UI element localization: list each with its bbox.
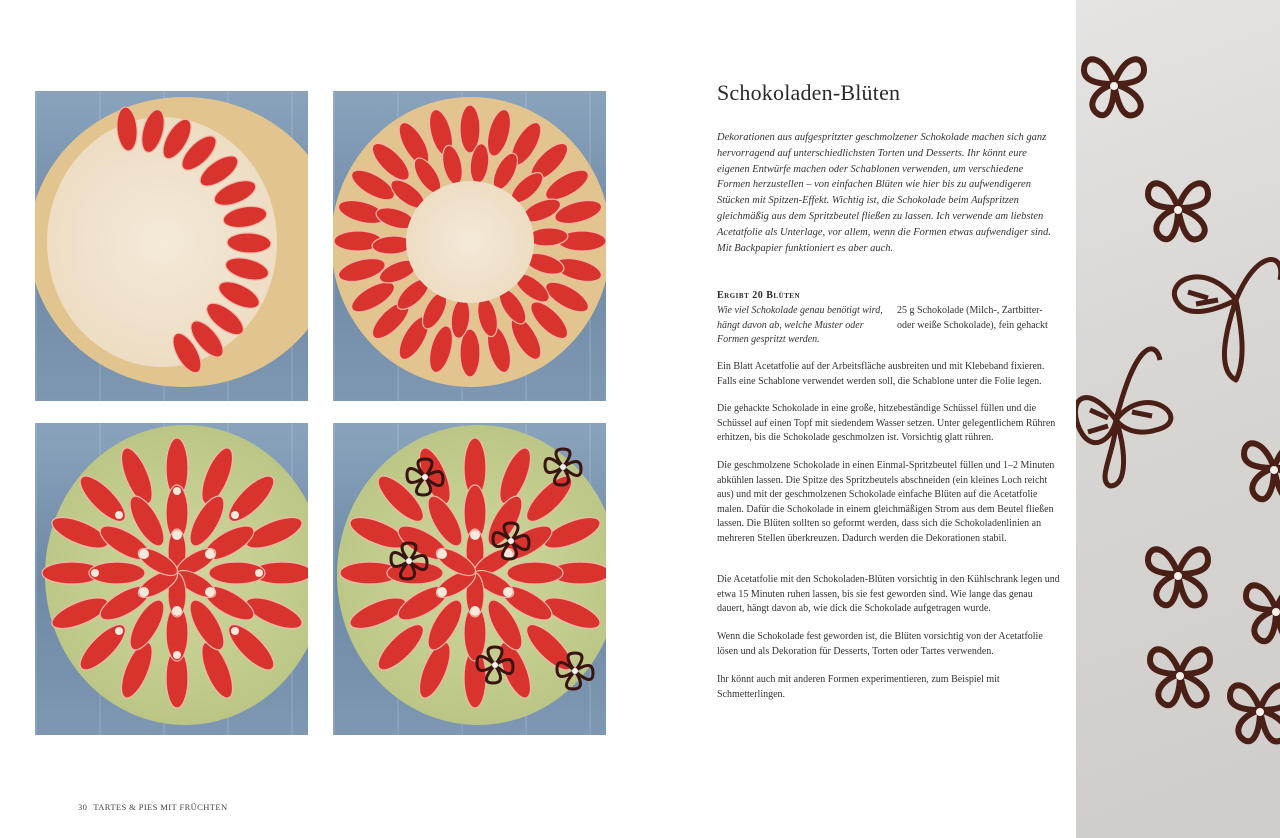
photo-chocolate-decorations — [1076, 0, 1280, 838]
method-step-1: Ein Blatt Acetatfolie auf der Arbeitsfläche ausbreiten und mit Klebeband fixieren. Falls eine Schablone verwendet werden soll, die Schablone unter die Folie legen. — [717, 361, 1045, 387]
section-title: TARTES & PIES MIT FRÜCHTEN — [93, 802, 228, 812]
choc-flower-3 — [1148, 549, 1208, 605]
photo-tart-step-2 — [333, 91, 606, 401]
choc-butterfly-1 — [1174, 260, 1280, 380]
page-number: 30 — [78, 802, 88, 812]
choc-butterfly-2 — [1076, 349, 1171, 486]
choc-flower-4 — [1150, 649, 1210, 705]
choc-flower-7 — [1244, 443, 1280, 499]
photo-tart-step-1 — [35, 91, 308, 401]
page-footer — [78, 802, 228, 812]
photo-tart-step-4 — [333, 423, 606, 735]
method-step-4: Die Acetatfolie mit den Schokoladen-Blüten vorsichtig in den Kühlschrank legen und etwa 15 Minuten ruhen lassen, bis sie fest geworden sind. Wie lange das genau dauert, hängt davon ab, wie dick die Schokolade aufgetragen wurde. — [717, 574, 1060, 614]
yield-note: Wie viel Schokolade genau benötigt wird, hängt davon ab, welche Muster oder Formen gespritzt werden. — [717, 305, 883, 345]
photo-tart-step-3 — [35, 423, 308, 735]
intro-text: Dekorationen aus aufgespritzter geschmolzener Schokolade machen sich ganz hervorragend auf unterschiedlichsten Torten und Desserts. Ihr könnt eure eigenen Entwürfe machen oder Schablonen verwenden, um verschiedene Formen herzustellen – von einfachen Blüten wie hier bis zu aufwendigeren Stücken mit Spitzen-Effekt. Wichtig ist, die Schokolade beim Aufspritzen gleichmäßig aus dem Spritzbeutel fließen zu lassen. Ich verwende am liebsten Acetatfolie als Unterlage, vor allem, wenn die Formen etwas aufwendiger sind. Mit Backpapier funktioniert es aber auch. — [717, 132, 1051, 254]
yield-label: Ergibt 20 Blüten — [717, 290, 801, 301]
ingredient-item: 25 g Schokolade (Milch-, Zartbitter- oder weiße Schokolade), fein gehackt — [897, 305, 1048, 331]
choc-flower-2 — [1148, 183, 1208, 239]
choc-flower-6 — [1246, 585, 1280, 641]
choc-flower-5 — [1230, 685, 1280, 741]
method-step-2: Die gehackte Schokolade in eine große, hitzebeständige Schüssel füllen und die Schüssel auf einen Topf mit siedendem Wasser setzen. Unter gelegentlichem Rühren erhitzen, bis die Schokolade geschmolzen ist. Vorsichtig glatt rühren. — [717, 403, 1056, 443]
method-step-5: Wenn die Schokolade fest geworden ist, die Blüten vorsichtig von der Acetatfolie lösen und als Dekoration für Desserts, Torten oder Tartes verwenden. — [717, 631, 1043, 657]
method-step-6: Ihr könnt auch mit anderen Formen experimentieren, zum Beispiel mit Schmetterlingen. — [717, 674, 1000, 700]
page-title: Schokoladen-Blüten — [717, 80, 901, 105]
method-step-3: Die geschmolzene Schokolade in einen Einmal-Spritzbeutel füllen und 1–2 Minuten abkühlen lassen. Die Spitze des Spritzbeutels abschneiden (ein kleines Loch reicht aus) und mit der geschmolzenen Schokolade einfache Blüten auf die Acetatfolie malen. Dafür die Schokolade in einem gleichmäßigen Strom aus dem Beutel fließen lassen. Die Blüten sollten so geformt werden, dass sich die Schokoladenlinien an mehreren Stellen überkreuzen. Dadurch werden die Dekorationen stabil. — [717, 460, 1055, 544]
choc-flower-1 — [1084, 59, 1144, 115]
